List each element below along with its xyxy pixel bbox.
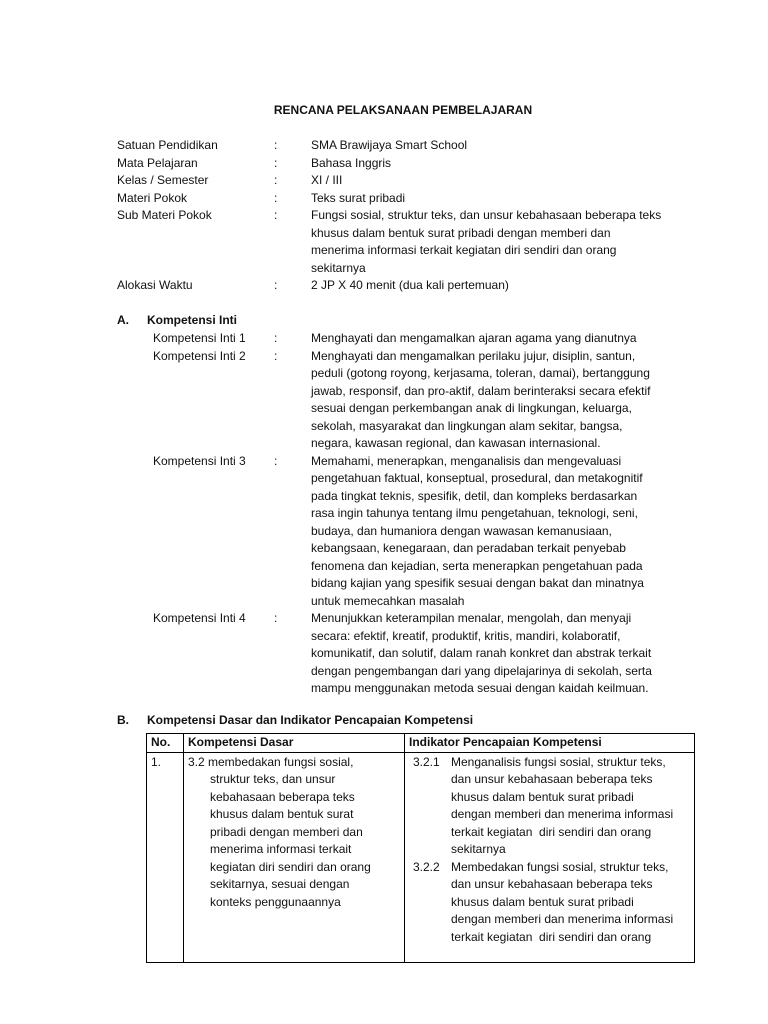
field-label: Sub Materi Pokok [117, 208, 212, 222]
field-value: sekitarnya [311, 260, 366, 275]
page-title: RENCANA PELAKSANAAN PEMBELAJARAN [273, 103, 533, 117]
ki-text: negara, kawasan regional, dan kawasan internasional. [311, 436, 601, 450]
section-b-heading: Kompetensi Dasar dan Indikator Pencapaian Kompetensi [147, 713, 474, 727]
ki-text: komunikatif, dan solutif, dalam ranah konkret dan abstrak terkait [311, 646, 652, 660]
cell-kd [184, 752, 405, 962]
field-label: Materi Pokok [117, 190, 188, 205]
field-value: Fungsi sosial, struktur teks, dan unsur kebahasaan beberapa teks [311, 208, 662, 222]
ki-text: sekolah, masyarakat dan lingkungan alam sekitar, bangsa, [311, 418, 623, 433]
ki-colon: : [274, 611, 278, 625]
field-value: XI / III [311, 173, 343, 187]
indicator-line: Menganalisis fungsi sosial, struktur teks, [451, 754, 666, 769]
ki-text: untuk memecahkan masalah [311, 593, 465, 608]
ki-text: Menunjukkan keterampilan menalar, mengolah, dan menyaji [311, 611, 632, 625]
cell-indicators [405, 752, 695, 962]
indicator-line: terkait kegiatan diri sendiri dan orang [451, 824, 652, 839]
kd-line: pribadi dengan memberi dan [210, 824, 363, 839]
ki-label: Kompetensi Inti 2 [153, 348, 246, 363]
field-colon: : [274, 173, 278, 187]
ki-text: Menghayati dan mengamalkan ajaran agama yang dianutnya [311, 331, 637, 345]
ki-text: fenomena dan kejadian, serta menerapkan pengetahuan pada [311, 558, 643, 573]
section-a-letter: A. [117, 313, 129, 327]
kd-line: konteks penggunaannya [210, 894, 341, 909]
ki-text: peduli (gotong royong, kerjasama, toleran, damai), bertanggung [311, 366, 650, 380]
ki-text: pengetahuan faktual, konseptual, prosedural, dan metakognitif [311, 471, 643, 485]
kd-table [146, 733, 695, 963]
ki-text: budaya, dan humaniora dengan wawasan kemanusiaan, [311, 523, 612, 538]
indicator-item [413, 859, 690, 947]
field-colon: : [274, 190, 278, 205]
indicator-number: 3.2.1 [413, 754, 440, 769]
kd-line: kegiatan diri sendiri dan orang [210, 859, 371, 874]
indicator-line: sekitarnya [451, 842, 506, 856]
field-value: Bahasa Inggris [311, 155, 392, 170]
ki-text: Memahami, menerapkan, menganalisis dan mengevaluasi [311, 453, 622, 468]
field-colon: : [274, 208, 278, 222]
indicator-item [413, 754, 690, 859]
ki-text: rasa ingin tahunya tentang ilmu pengetahuan, teknologi, seni, [311, 506, 638, 520]
ki-colon: : [274, 331, 278, 345]
field-value: menerima informasi terkait kegiatan diri sendiri dan orang [311, 243, 617, 257]
kd-first-line: 3.2 membedakan fungsi sosial, [188, 754, 354, 769]
field-label: Alokasi Waktu [117, 278, 193, 292]
indicator-number: 3.2.2 [413, 859, 440, 874]
indicator-line: Membedakan fungsi sosial, struktur teks, [451, 859, 669, 874]
kd-line: khusus dalam bentuk surat [210, 807, 354, 821]
header-indikator: Indikator Pencapaian Kompetensi [405, 734, 695, 753]
indicator-text [451, 859, 690, 947]
ki-label: Kompetensi Inti 4 [153, 611, 246, 625]
field-label: Satuan Pendidikan [117, 138, 218, 152]
field-value: khusus dalam bentuk surat pribadi dengan memberi dan [311, 225, 611, 240]
cell-no: 1. [147, 752, 184, 962]
ki-colon: : [274, 453, 278, 468]
field-label: Mata Pelajaran [117, 155, 198, 170]
ki-label: Kompetensi Inti 1 [153, 331, 246, 345]
indicator-text [451, 754, 690, 859]
header-kd: Kompetensi Dasar [184, 734, 405, 753]
section-a-heading: Kompetensi Inti [147, 313, 238, 327]
ki-text: kebangsaan, kenegaraan, dan peradaban terkait penyebab [311, 541, 626, 555]
indicator-line: dengan memberi dan menerima informasi [451, 807, 674, 821]
ki-text: jawab, responsif, dan pro-aktif, dalam berinteraksi secara efektif [311, 383, 651, 398]
ki-text: secara: efektif, kreatif, produktif, kritis, mandiri, kolaboratif, [311, 628, 621, 643]
field-colon: : [274, 155, 278, 170]
ki-text: pada tingkat teknis, spesifik, detil, dan kompleks berdasarkan [311, 488, 638, 503]
ki-text: Menghayati dan mengamalkan perilaku jujur, disiplin, santun, [311, 348, 636, 363]
field-colon: : [274, 278, 278, 292]
kd-line: sekitarnya, sesuai dengan [210, 877, 350, 891]
section-b-letter: B. [117, 713, 129, 727]
field-value: Teks surat pribadi [311, 190, 406, 205]
ki-text: bidang kajian yang spesifik sesuai dengan bakat dan minatnya [311, 576, 644, 590]
ki-label: Kompetensi Inti 3 [153, 453, 246, 468]
ki-colon: : [274, 348, 278, 363]
indicator-line: terkait kegiatan diri sendiri dan orang [451, 929, 652, 944]
field-value: SMA Brawijaya Smart School [311, 138, 468, 152]
indicator-line: dan unsur kebahasaan beberapa teks [451, 877, 653, 891]
kd-rest-lines [188, 771, 400, 911]
field-colon: : [274, 138, 278, 152]
ki-text: mampu menggunakan metoda sesuai dengan kaidah keilmuan. [311, 681, 649, 695]
table-row [147, 752, 695, 962]
ki-text: dengan pengembangan dari yang dipelajarinya di sekolah, serta [311, 663, 652, 678]
ki-text: sesuai dengan perkembangan anak di lingkungan, keluarga, [311, 401, 632, 415]
kd-line: struktur teks, dan unsur [210, 772, 336, 786]
indicator-line: khusus dalam bentuk surat pribadi [451, 894, 634, 909]
header-no: No. [147, 734, 184, 753]
field-label: Kelas / Semester [117, 173, 209, 187]
indicator-line: khusus dalam bentuk surat pribadi [451, 789, 634, 804]
kd-line: kebahasaan beberapa teks [210, 789, 355, 804]
field-value: 2 JP X 40 menit (dua kali pertemuan) [311, 278, 509, 292]
indicator-line: dengan memberi dan menerima informasi [451, 912, 674, 926]
indicator-line: dan unsur kebahasaan beberapa teks [451, 772, 653, 786]
kd-line: menerima informasi terkait [210, 842, 352, 856]
kd-table-header [147, 734, 695, 753]
